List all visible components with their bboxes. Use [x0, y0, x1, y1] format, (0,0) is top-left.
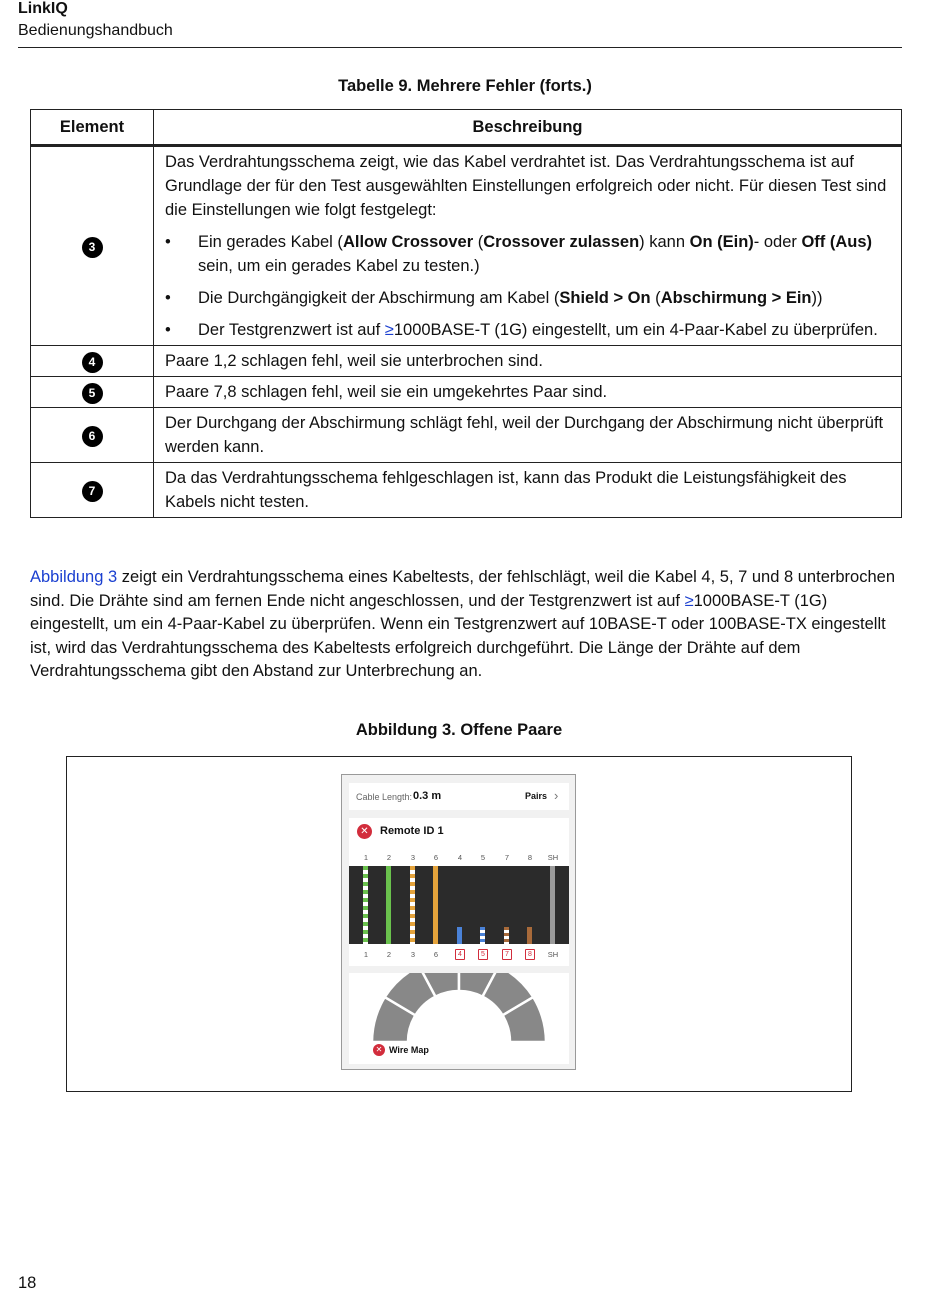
bold-run: Crossover zulassen	[483, 233, 640, 251]
wire-label: 8	[527, 853, 533, 862]
wire-label: 2	[386, 950, 392, 959]
failed-wire-label: 7	[502, 949, 512, 960]
table-row	[31, 408, 902, 463]
wire-7	[504, 927, 509, 944]
bold-run: Off (Aus)	[801, 233, 873, 251]
wire-label: 1	[363, 950, 369, 959]
description-cell: Paare 7,8 schlagen fehl, weil sie ein umgekehrtes Paar sind.	[154, 377, 902, 408]
column-header-description: Beschreibung	[154, 110, 902, 146]
element-cell	[31, 377, 154, 408]
figure-caption: Abbildung 3. Offene Paare	[355, 721, 563, 739]
text-run: Ein gerades Kabel (	[198, 233, 343, 251]
wire-label: 3	[410, 853, 416, 862]
bullet: •	[165, 289, 171, 307]
description-cell: Paare 1,2 schlagen fehl, weil sie unterbrochen sind.	[154, 346, 902, 377]
element-number-badge: 4	[82, 352, 103, 373]
wire-shield	[550, 866, 555, 944]
pairs-label[interactable]: Pairs	[525, 791, 548, 801]
wire-label: 6	[433, 853, 439, 862]
element-number-badge: 7	[82, 481, 103, 502]
wire-label: 7	[504, 853, 510, 862]
wire-8	[527, 927, 532, 944]
description-intro: Das Verdrahtungsschema zeigt, wie das Kabel verdrahtet ist. Das Verdrahtungsschema ist auf Grundlage der für den Test ausgewählten Einstellungen erfolgreich oder nicht. Für diesen Test sind die Einstellungen wie folgt festgelegt:	[165, 153, 887, 219]
bold-run: Shield > On	[559, 289, 651, 307]
bullet: •	[165, 321, 171, 339]
failed-wire-label: 8	[525, 949, 535, 960]
wire-label: 6	[433, 950, 439, 959]
element-number-badge: 5	[82, 383, 103, 404]
page-number: 18	[18, 1274, 37, 1292]
text-run: ))	[811, 289, 823, 307]
failed-wire-label: 5	[478, 949, 488, 960]
text-run: sein, um ein gerades Kabel zu testen.)	[198, 257, 480, 275]
wire-1	[363, 866, 368, 944]
wire-2	[386, 866, 391, 944]
errors-table	[30, 109, 902, 518]
figure-link[interactable]: Abbildung 3	[30, 568, 118, 586]
description-cell: Der Durchgang der Abschirmung schlägt fehl, weil der Durchgang der Abschirmung nicht überprüft werden kann.	[154, 408, 902, 463]
table-row	[31, 146, 902, 346]
error-icon: ✕	[357, 824, 372, 839]
element-cell	[31, 408, 154, 463]
text-run: zeigt ein Verdrahtungsschema eines Kabeltests, der fehlschlägt, weil die Kabel 4, 5, 7 und 8 unterbrochen sind. Die Drähte sind am fernen Ende nicht angeschlossen, und der Testgrenzwert ist auf	[30, 568, 895, 610]
wire-label: SH	[547, 950, 559, 959]
bold-run: Allow Crossover	[342, 233, 474, 251]
text-run: 1000BASE-T (1G) eingestellt, um ein 4-Paar-Kabel zu überprüfen.	[393, 321, 878, 339]
text-run: Die Durchgängigkeit der Abschirmung am Kabel (	[198, 289, 560, 307]
wire-map-label: Wire Map	[389, 1045, 429, 1055]
manual-title: Bedienungshandbuch	[18, 22, 173, 39]
text-run: (	[650, 289, 661, 307]
body-paragraph	[30, 566, 902, 684]
table-row	[31, 463, 902, 518]
wire-4	[457, 927, 462, 944]
wire-label: 2	[386, 853, 392, 862]
remote-id-label: Remote ID 1	[380, 825, 444, 837]
text-run: - oder	[753, 233, 802, 251]
wire-label: 5	[480, 853, 486, 862]
list-item	[165, 318, 893, 342]
cable-length-card[interactable]	[349, 783, 569, 810]
description-cell: Da das Verdrahtungsschema fehlgeschlagen ist, kann das Produkt die Leistungsfähigkeit des Kabels nicht testen.	[154, 463, 902, 518]
element-number-badge: 6	[82, 426, 103, 447]
wire-map-area	[349, 866, 569, 944]
wire-3	[410, 866, 415, 944]
element-number-badge: 3	[82, 237, 103, 258]
list-item	[165, 286, 893, 310]
failed-wire-label: 4	[455, 949, 465, 960]
chevron-right-icon[interactable]: ›	[554, 788, 559, 803]
wire-map-card	[349, 818, 569, 966]
cable-length-label: Cable Length:	[356, 792, 413, 802]
device-screen	[341, 774, 576, 1070]
bullet: •	[165, 233, 171, 251]
element-cell	[31, 146, 154, 346]
text-run: ) kann	[639, 233, 690, 251]
list-item	[165, 230, 893, 278]
text-run: 1000BASE-T (1G) eingestellt, um ein 4-Paar-Kabel zu überprüfen. Wenn ein Testgrenzwert auf 10BASE-T oder 100BASE-TX eingestellt ist, wird das Verdrahtungsschema des Kabeltests erfolgreich durchgeführt. Die Länge der Drähte auf dem Verdrahtungsschema gibt den Abstand zur Unterbrechung an.	[30, 591, 886, 681]
symbol-run: ≥	[384, 321, 394, 339]
table-header-row	[31, 110, 902, 146]
error-icon: ✕	[373, 1044, 385, 1056]
table-row	[31, 377, 902, 408]
column-header-element: Element	[31, 110, 154, 146]
table-row	[31, 346, 902, 377]
description-cell	[154, 146, 902, 346]
settings-list	[165, 230, 893, 342]
cable-length-value: 0.3 m	[413, 790, 442, 802]
element-cell	[31, 463, 154, 518]
element-cell	[31, 346, 154, 377]
bold-run: Abschirmung > Ein	[660, 289, 812, 307]
wire-6	[433, 866, 438, 944]
symbol-run: ≥	[684, 591, 694, 610]
bold-run: On (Ein)	[689, 233, 754, 251]
wire-label: 1	[363, 853, 369, 862]
wire-label: 3	[410, 950, 416, 959]
text-run: Der Testgrenzwert ist auf	[198, 321, 385, 339]
wire-label: SH	[547, 853, 559, 862]
wire-5	[480, 927, 485, 944]
product-name: LinkIQ	[18, 0, 68, 17]
text-run: (	[473, 233, 484, 251]
gauge-card	[349, 973, 569, 1064]
wire-label: 4	[457, 853, 463, 862]
table-caption: Tabelle 9. Mehrere Fehler (forts.)	[338, 77, 592, 95]
page-header	[18, 0, 902, 48]
